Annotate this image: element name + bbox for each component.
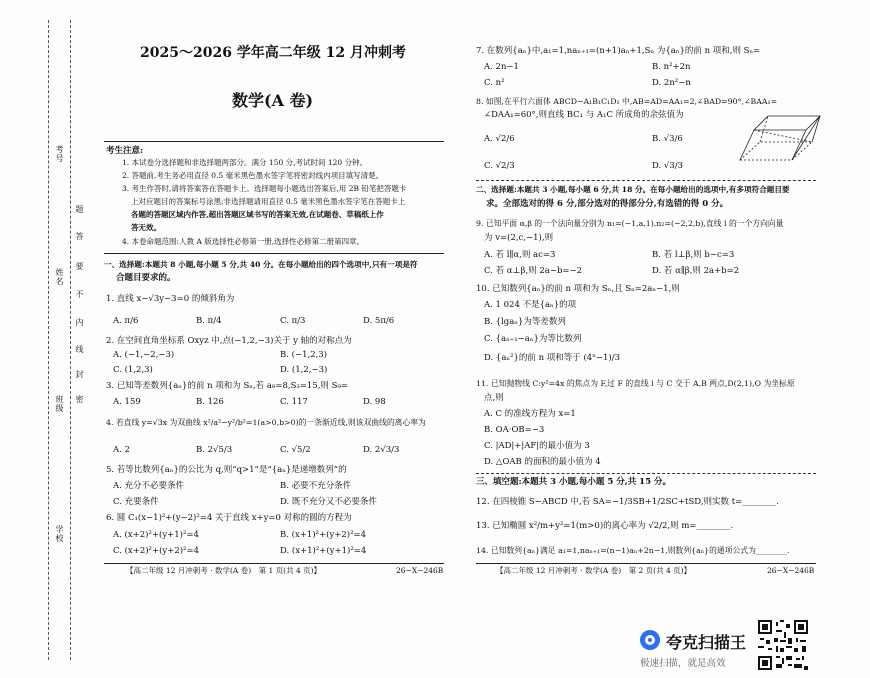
seal-char: 要 xyxy=(75,262,84,271)
q6-option-d: D. (x+1)²+(y+1)²=4 xyxy=(280,546,367,556)
question-8-cont: ∠DAA₁=60°,则直线 BC₁ 与 A₁C 所成角的余弦值为 xyxy=(484,110,684,120)
q5-option-d: D. 既不充分又不必要条件 xyxy=(280,497,377,507)
seal-char: 不 xyxy=(75,290,84,299)
question-12: 12. 在四棱锥 S−ABCD 中,若 SA=−1/3SB+1/2SC+tSD,则实数 t=________. xyxy=(476,497,779,507)
exam-subtitle: 数学(A 卷) xyxy=(232,91,314,110)
binding-label-name: 姓名 xyxy=(55,268,64,286)
section-3-heading: 三、填空题:本题共 3 小题,每小题 5 分,共 15 分。 xyxy=(476,477,671,487)
notice-line: 2. 答题前,考生务必用直径 0.5 毫米黑色墨水签字笔将密封线内项目填写清楚。 xyxy=(122,171,384,180)
q4-option-a: A. 2 xyxy=(113,445,130,455)
question-4: 4. 若直线 y=√3x 为双曲线 x²/a²−y²/b²=1(a>0,b>0)的一条渐近线,则该双曲线的离心率为 xyxy=(106,418,426,427)
q2-option-a: A. (−1,−2,−3) xyxy=(113,350,175,360)
parallelepiped-figure xyxy=(732,112,822,168)
q10-option-c: C. {aₙ₊₁−aₙ}为等比数列 xyxy=(484,334,582,344)
binding-label-school: 学校 xyxy=(55,525,64,543)
seal-char: 密 xyxy=(75,395,84,404)
q10-option-d: D. {aₙ²}的前 n 项和等于 (4ⁿ−1)/3 xyxy=(484,353,620,363)
q8-option-a: A. √2/6 xyxy=(484,134,515,144)
q4-option-c: C. √5/2 xyxy=(280,445,311,455)
question-5: 5. 若等比数列{aₙ}的公比为 q,则“q>1”是“{aₙ}是递增数列”的 xyxy=(106,465,347,475)
q2-option-b: B. (−1,2,3) xyxy=(280,350,328,360)
notice-heading: 考生注意: xyxy=(106,146,144,156)
notice-line: 答无效。 xyxy=(131,223,161,232)
seal-char: 线 xyxy=(75,345,84,354)
q8-option-b: B. √3/6 xyxy=(652,134,683,144)
q3-option-d: D. 98 xyxy=(363,397,386,407)
notice-line: 3. 考生作答时,请将答案答在答题卡上。选择题每小题选出答案后,用 2B 铅笔把答题卡 xyxy=(122,184,407,193)
notice-line: 上对应题目的答案标号涂黑;非选择题请用直径 0.5 毫米黑色墨水签字笔在答题卡上 xyxy=(131,197,406,206)
q9-option-a: A. 若 l∥α,则 ac=3 xyxy=(484,250,556,260)
q4-option-d: D. 2√3/3 xyxy=(363,445,400,455)
question-10: 10. 已知数列{aₙ}的前 n 项和为 Sₙ,且 Sₙ=2aₙ−1,则 xyxy=(476,284,680,294)
q6-option-b: B. (x+1)²+(y+2)²=4 xyxy=(280,530,367,540)
q1-option-c: C. π/3 xyxy=(280,316,306,326)
question-11-cont: 点,则 xyxy=(484,393,504,403)
right-page-footer: 【高二年级 12 月冲刺考 · 数学(A 卷) 第 2 页(共 4 页)】 xyxy=(496,566,692,575)
notice-rule xyxy=(104,253,444,254)
q1-option-d: D. 5π/6 xyxy=(363,316,395,326)
scanner-brand: 夸克扫描王 xyxy=(666,633,747,652)
section-1-heading: 一、选择题:本题共 8 小题,每小题 5 分,共 40 分。在每小题给出的四个选项中,只有一项是符 xyxy=(104,260,418,269)
notice-line: 各题的答题区域内作答,超出答题区域书写的答案无效,在试题卷、草稿纸上作 xyxy=(131,210,384,219)
left-page-footer: 【高二年级 12 月冲刺考 · 数学(A 卷) 第 1 页(共 4 页)】 xyxy=(126,566,322,575)
q6-option-a: A. (x+2)²+(y+1)²=4 xyxy=(113,530,199,540)
q5-option-c: C. 充要条件 xyxy=(113,497,159,507)
left-page-code: 26−X−246B xyxy=(396,566,444,575)
question-9: 9. 已知平面 α,β 的一个法向量分别为 n₁=(−1,a,1),n₂=(−2,2,b),直线 l 的一个方向向量 xyxy=(476,219,784,228)
q9-option-c: C. 若 α⊥β,则 2a−b=−2 xyxy=(484,266,583,276)
q7-option-a: A. 2n−1 xyxy=(484,62,519,72)
binding-label-class: 班级 xyxy=(55,395,64,413)
right-page-code: 26−X−246B xyxy=(767,566,815,575)
seal-char: 内 xyxy=(75,318,84,327)
q7-option-b: B. n²+2n xyxy=(652,62,691,72)
q7-option-d: D. 2n²−n xyxy=(652,78,691,88)
binding-line-left xyxy=(48,20,49,660)
question-8: 8. 如图,在平行六面体 ABCD−A₁B₁C₁D₁ 中,AB=AD=AA₁=2,∠BAD=90°,∠BAA₁= xyxy=(476,97,778,106)
q11-option-b: B. OA·OB=−3 xyxy=(484,425,545,435)
left-footer-rule xyxy=(104,563,444,564)
seal-char: 题 xyxy=(75,205,84,214)
section-3-rule xyxy=(476,473,816,474)
scanner-slogan: 极速扫描，就是高效 xyxy=(640,658,726,669)
section-1-heading-cont: 合题目要求的。 xyxy=(116,273,176,283)
q4-option-b: B. 2√5/3 xyxy=(196,445,233,455)
q2-option-c: C. (1,2,3) xyxy=(113,365,153,375)
notice-line: 4. 本卷命题范围:人教 A 版选择性必修第一册,选择性必修第二册第四章。 xyxy=(122,237,365,246)
notice-line: 1. 本试卷分选择题和非选择题两部分。满分 150 分,考试时间 120 分钟。 xyxy=(122,158,368,167)
qr-code-icon xyxy=(758,620,808,670)
q6-option-c: C. (x+2)²+(y+2)²=4 xyxy=(113,546,199,556)
q9-option-d: D. 若 α∥β,则 2a+b=2 xyxy=(652,266,740,276)
question-2: 2. 在空间直角坐标系 Oxyz 中,点(−1,2,−3)关于 y 轴的对称点为 xyxy=(106,336,352,346)
q10-option-b: B. {lgaₙ}为等差数列 xyxy=(484,317,566,327)
q11-option-d: D. △OAB 的面积的最小值为 4 xyxy=(484,457,601,467)
header-rule xyxy=(104,141,444,142)
q1-option-b: B. π/4 xyxy=(196,316,222,326)
question-3: 3. 已知等差数列{aₙ}的前 n 项和为 Sₙ,若 a₈=8,S₃=15,则 S₉= xyxy=(106,381,348,391)
question-6: 6. 圆 C₁(x−1)²+(y−2)²=4 关于直线 x+y=0 对称的圆的方程为 xyxy=(106,513,352,523)
right-footer-rule xyxy=(476,563,816,564)
q10-option-a: A. 1 024 不是{aₙ}的项 xyxy=(484,300,577,310)
seal-char: 封 xyxy=(75,370,84,379)
q11-option-a: A. C 的准线方程为 x=1 xyxy=(484,409,576,419)
q8-option-d: D. √3/3 xyxy=(652,161,684,171)
question-9-cont: 为 v=(2,c,−1),则 xyxy=(484,233,554,243)
question-14: 14. 已知数列{aₙ}满足 a₁=1,naₙ₊₁=(n−1)aₙ+2n−1,则数列{aₙ}的通项公式为________. xyxy=(476,546,790,555)
q7-option-c: C. n² xyxy=(484,78,505,88)
q3-option-b: B. 126 xyxy=(196,397,224,407)
section-2-rule xyxy=(476,180,816,181)
q9-option-b: B. 若 l⊥β,则 b−c=3 xyxy=(652,250,735,260)
question-7: 7. 在数列{aₙ}中,a₁=1,naₙ₊₁=(n+1)aₙ+1,Sₙ 为{aₙ}的前 n 项和,则 Sₙ= xyxy=(476,46,761,56)
q8-option-c: C. √2/3 xyxy=(484,161,515,171)
section-2-heading: 二、选择题:本题共 3 小题,每小题 6 分,共 18 分。在每小题给出的选项中,有多项符合题目要 xyxy=(476,185,790,194)
scanner-logo-icon xyxy=(640,630,660,650)
section-2-heading-cont: 求。全部选对的得 6 分,部分选对的得部分分,有选错的得 0 分。 xyxy=(486,199,729,209)
q2-option-d: D. (1,2,−3) xyxy=(280,365,328,375)
binding-label-exam-id: 考号 xyxy=(55,145,64,163)
question-11: 11. 已知抛物线 C:y²=4x 的焦点为 F,过 F 的直线 l 与 C 交于 A,B 两点,D(2,1),O 为坐标原 xyxy=(476,379,795,388)
q1-option-a: A. π/6 xyxy=(113,316,139,326)
q3-option-c: C. 117 xyxy=(280,397,308,407)
seal-char: 答 xyxy=(75,232,84,241)
exam-title: 2025～2026 学年高二年级 12 月冲刺考 xyxy=(140,45,407,61)
q3-option-a: A. 159 xyxy=(113,397,141,407)
q5-option-a: A. 充分不必要条件 xyxy=(113,481,185,491)
q11-option-c: C. |AD|+|AF|的最小值为 3 xyxy=(484,441,590,451)
q5-option-b: B. 必要不充分条件 xyxy=(280,481,352,491)
question-13: 13. 已知椭圆 x²/m+y²=1(m>0)的离心率为 √2/2,则 m=________. xyxy=(476,521,734,531)
question-1: 1. 直线 x−√3y−3=0 的倾斜角为 xyxy=(106,294,235,304)
binding-line-right xyxy=(70,20,71,660)
